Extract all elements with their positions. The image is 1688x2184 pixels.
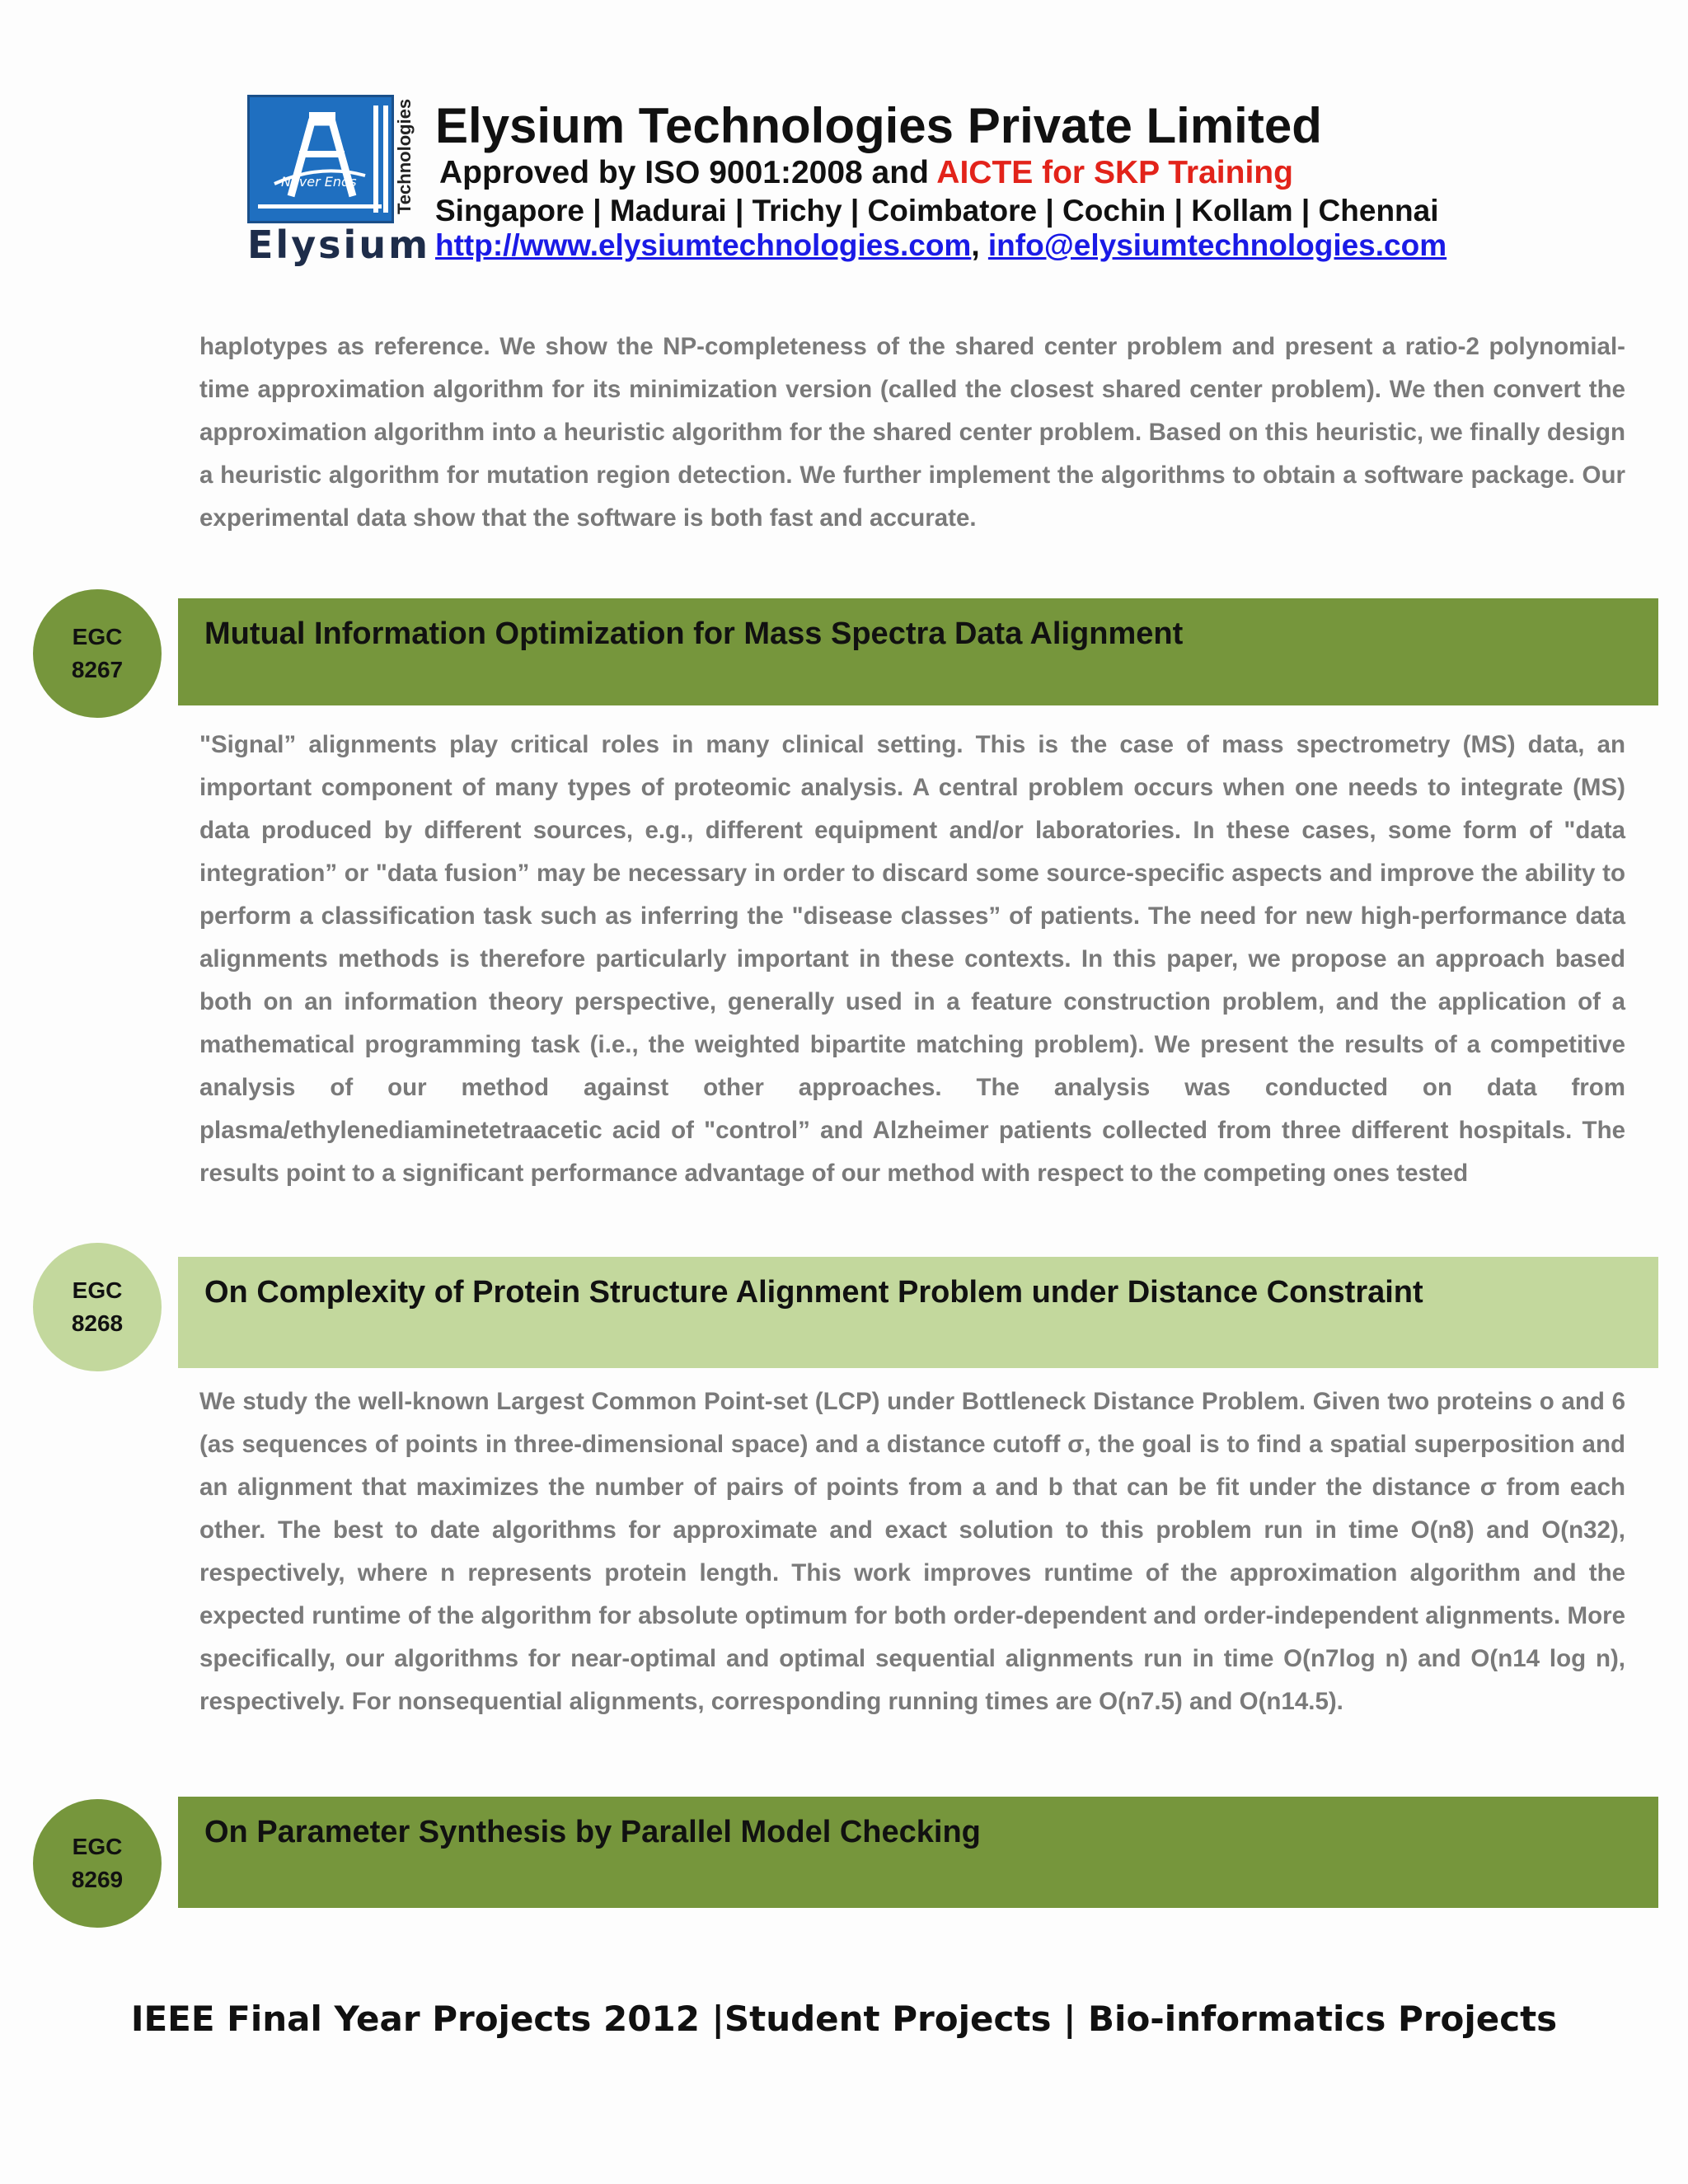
code-number: 8269 <box>71 1867 124 1892</box>
logo-word: Elysium <box>247 223 431 267</box>
project-code-badge <box>33 1799 162 1928</box>
project-code-badge <box>33 589 162 718</box>
website-link[interactable]: http://www.elysiumtechnologies.com <box>435 228 972 262</box>
intro-paragraph: haplotypes as reference. We show the NP-completeness of the shared center problem and present a ratio-2 polynomial-time approximation algorithm for its minimization version (called the closest shared center problem). We then convert the approximation algorithm into a heuristic algorithm for the shared center problem. Based on this heuristic, we finally design a heuristic algorithm for mutation region detection. We further implement the algorithms to obtain a software package. Our experimental data show that the software is both fast and accurate. <box>199 333 1625 532</box>
link-separator: , <box>971 228 988 262</box>
city-list: Singapore | Madurai | Trichy | Coimbatore | Cochin | Kollam | Chennai <box>435 194 1439 227</box>
section-title: On Parameter Synthesis by Parallel Model Checking <box>204 1815 981 1849</box>
section-title: Mutual Information Optimization for Mass Spectra Data Alignment <box>204 616 1184 651</box>
approval-prefix: Approved by ISO 9001:2008 and <box>439 155 937 190</box>
code-number: 8267 <box>71 657 124 682</box>
code-prefix: EGC <box>72 1834 123 1859</box>
code-prefix: EGC <box>72 1277 123 1303</box>
contact-links <box>435 228 1447 263</box>
email-link[interactable]: info@elysiumtechnologies.com <box>987 228 1447 262</box>
company-name: Elysium Technologies Private Limited <box>435 98 1322 153</box>
code-number: 8268 <box>71 1310 124 1336</box>
section-title-bar <box>178 1257 1658 1368</box>
approval-line <box>439 155 1293 191</box>
approval-highlight: AICTE for SKP Training <box>936 155 1293 190</box>
section-title-bar <box>178 598 1658 705</box>
tower-icon <box>250 97 392 221</box>
page-footer: IEEE Final Year Projects 2012 |Student Projects | Bio-informatics Projects <box>130 1999 1558 2039</box>
logo-emblem <box>247 95 394 223</box>
section-abstract: "Signal” alignments play critical roles in many clinical setting. This is the case of mass spectrometry (MS) data, an important component of many types of proteomic analysis. A central problem occurs when one needs to integrate (MS) data produced by different sources, e.g., different equipment and/or laboratories. In these cases, some form of "data integration” or "data fusion” may be necessary in order to discard some source-specific aspects and improve the ability to perform a classification task such as inferring the "disease classes” of patients. The need for new high-performance data alignments methods is therefore particularly important in these contexts. In this paper, we propose an approach based both on an information theory perspective, generally used in a feature construction problem, and the application of a mathematical programming task (i.e., the weighted bipartite matching problem). We present the results of a competitive analysis of our method against other approaches. The analysis was conducted on data from plasma/ethylenediaminetetraacetic acid of "control” and Alzheimer patients collected from three different hospitals. The results point to a significant performance advantage of our method with respect to the competing ones tested <box>199 731 1625 1187</box>
section-abstract: We study the well-known Largest Common Point-set (LCP) under Bottleneck Distance Problem. Given two proteins o and 6 (as sequences of points in three-dimensional space) and a distance cutoff σ, the goal is to find a spatial superposition and an alignment that maximizes the number of pairs of points from a and b that can be fit under the distance σ from each other. The best to date algorithms for approximate and exact solution to this problem run in time O(n8) and O(n32), respectively, where n represents protein length. This work improves runtime of the approximation algorithm and the expected runtime of the algorithm for absolute optimum for both order-dependent and order-independent alignments. More specifically, our algorithms for near-optimal and optimal sequential alignments run in time O(n7log n) and O(n14 log n), respectively. For nonsequential alignments, corresponding running times are O(n7.5) and O(n14.5). <box>199 1388 1625 1715</box>
section-title: On Complexity of Protein Structure Alignment Problem under Distance Constraint <box>204 1275 1423 1310</box>
section-title-bar <box>178 1797 1658 1908</box>
logo-vertical-text: Technologies <box>394 98 415 215</box>
logo-tagline: Never Ends <box>281 174 357 190</box>
code-prefix: EGC <box>72 624 123 649</box>
project-code-badge <box>33 1243 162 1371</box>
company-logo <box>247 95 431 268</box>
